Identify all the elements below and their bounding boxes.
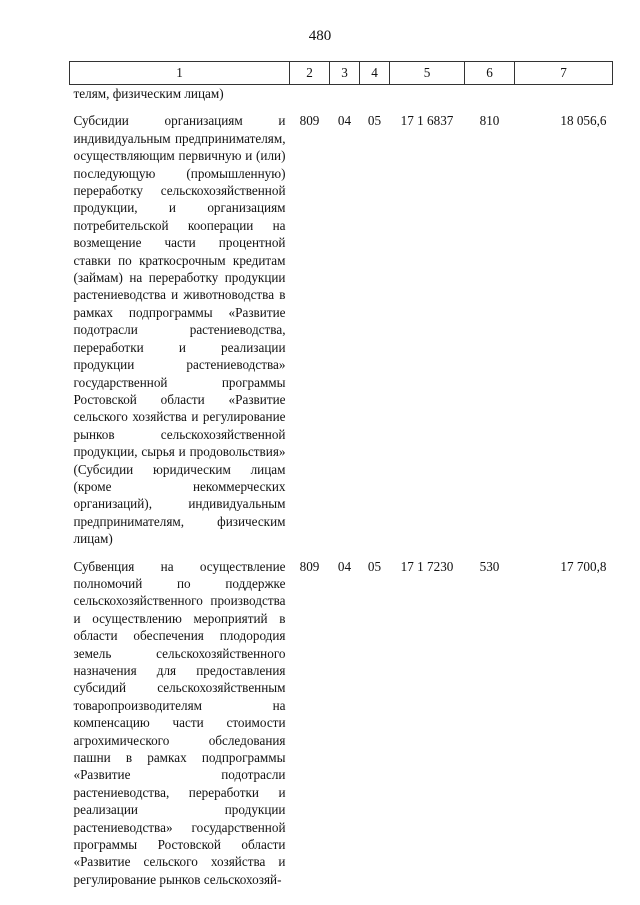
row-section-code: 04 — [337, 558, 352, 574]
table-row — [70, 102, 613, 547]
table-header-row — [70, 62, 613, 85]
row-subsection-code — [360, 85, 390, 103]
row-subsection-code: 05 — [367, 113, 382, 129]
budget-table — [69, 61, 613, 888]
row-ministry-code: 809 — [299, 558, 320, 574]
row-description: телям, физическим лицам) — [73, 86, 224, 101]
table-row — [70, 85, 613, 103]
column-header: 1 — [70, 62, 290, 85]
column-header: 3 — [330, 62, 360, 85]
row-amount — [515, 85, 613, 103]
page-number: 480 — [308, 28, 332, 44]
column-header: 6 — [465, 62, 515, 85]
row-expense-type: 530 — [479, 558, 500, 574]
column-header: 4 — [360, 62, 390, 85]
column-header: 5 — [390, 62, 465, 85]
row-amount: 17 700,8 — [560, 558, 607, 574]
row-amount: 18 056,6 — [560, 113, 607, 129]
row-subsection-code: 05 — [367, 558, 382, 574]
row-section-code: 04 — [337, 113, 352, 129]
row-target-code — [390, 85, 465, 103]
row-section-code — [330, 85, 360, 103]
row-expense-type — [465, 85, 515, 103]
row-ministry-code — [290, 85, 330, 103]
row-target-code: 17 1 6837 — [400, 113, 454, 129]
row-target-code: 17 1 7230 — [400, 558, 454, 574]
row-ministry-code: 809 — [299, 113, 320, 129]
column-header: 2 — [290, 62, 330, 85]
column-header: 7 — [515, 62, 613, 85]
table-row — [70, 548, 613, 889]
row-description: Субвенция на осуществление полномочий по поддержке сельскохозяйственного производства и осуществлению мероприятий в области обеспечения плодородия земель сельскохозяйственного назначения для предоставления субсидий сельскохозяйственным товаропроизводителям на компенсацию части стоимости агрохимического обследования пашни в рамках подпрограммы «Развитие подотрасли растениеводства, переработки и реализации продукции растениеводства» государственной программы Ростовской области «Развитие сельского хозяйства и регулирование рынков сельскохозяй- — [73, 558, 286, 887]
row-expense-type: 810 — [479, 113, 500, 129]
row-description: Субсидии организациям и индивидуальным предпринимателям, осуществляющим первичную и (или) последующую (промышленную) переработку сельскохозяйственной продукции, и организациям потребительской кооперации на возмещение части процентной ставки по краткосрочным кредитам (займам) на переработку продукции растениеводства и животноводства в рамках подпрограммы «Развитие подотрасли растениеводства, переработки и реализации продукции растениеводства» государственной программы Ростовской области «Развитие сельского хозяйства и регулирование рынков сельскохозяйственной продукции, сырья и продовольствия» (Субсидии юридическим лицам (кроме некоммерческих организаций), индивидуальным предпринимателям, физическим лицам) — [73, 113, 286, 547]
